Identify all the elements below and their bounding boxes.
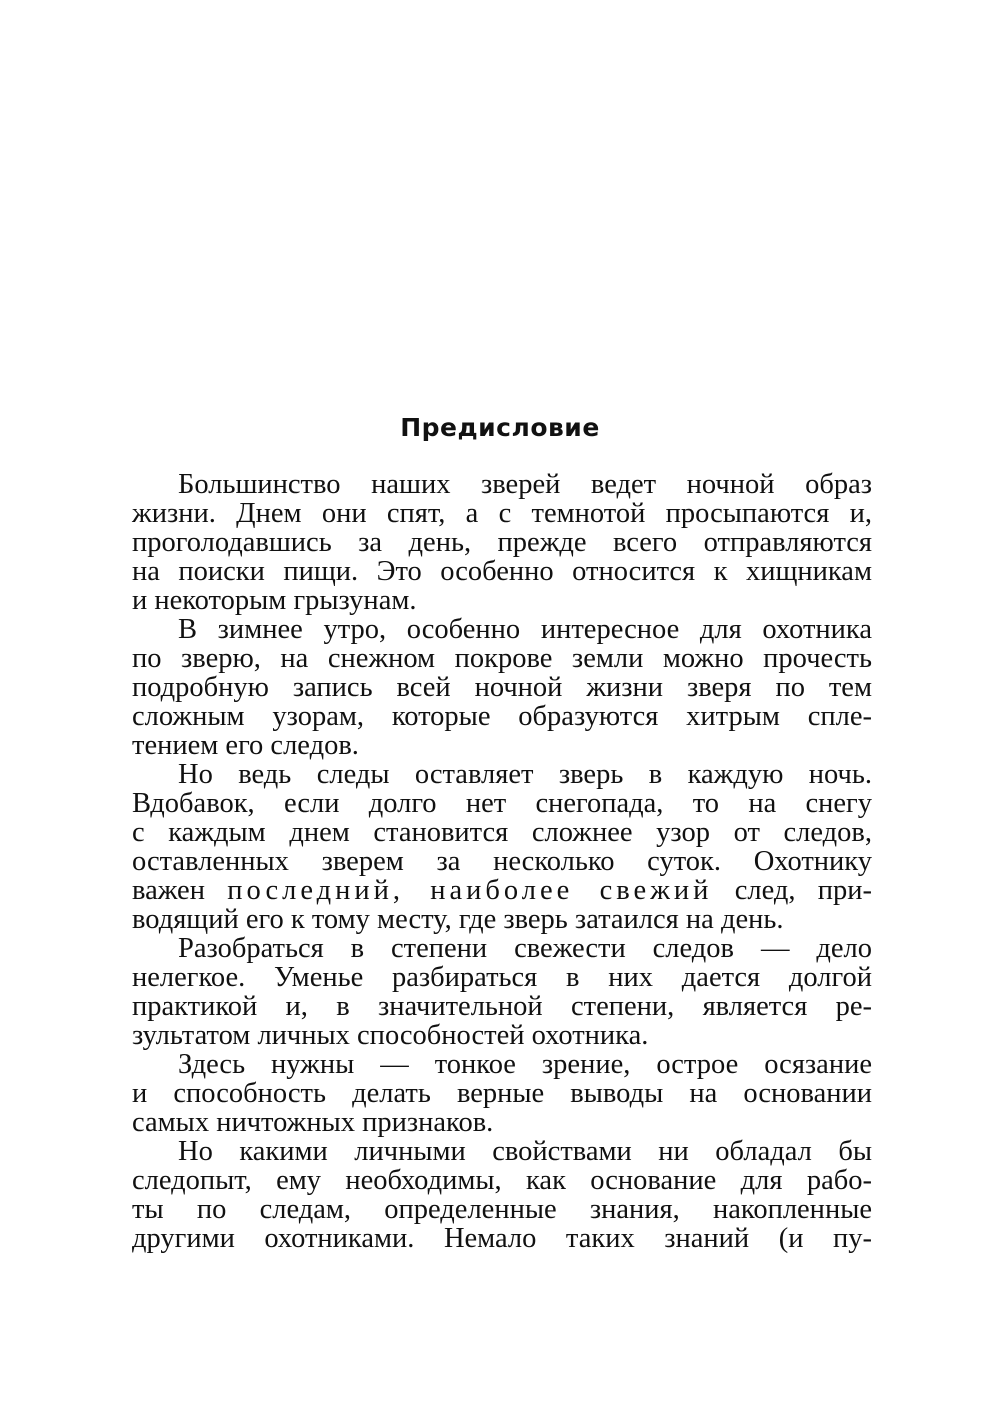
text-line: и способность делать верные выводы на основании [132,1078,872,1109]
text-line: ты по следам, определенные знания, накопленные [132,1194,872,1225]
text-line: зультатом личных способностей охотника. [132,1020,649,1051]
text-line: В зимнее утро, особенно интересное для охотника [178,614,872,645]
emphasized-text: последний, наиболее свежий [227,875,713,906]
text-line: тением его следов. [132,730,359,761]
text-line: Разобраться в степени свежести следов — дело [178,933,872,964]
text-line: сложным узорам, которые образуются хитрым спле- [132,701,872,732]
text-line: Но какими личными свойствами ни обладал бы [178,1136,872,1167]
text-line: практикой и, в значительной степени, является ре- [132,991,872,1022]
text-line: жизни. Днем они спят, а с темнотой просыпаются и, [132,498,872,529]
text-line: с каждым днем становится сложнее узор от следов, [132,817,872,848]
text-line: оставленных зверем за несколько суток. Охотнику [132,846,872,877]
text-line: проголодавшись за день, прежде всего отправляются [132,527,872,558]
text-line: подробную запись всей ночной жизни зверя по тем [132,672,872,703]
preface-text [132,470,872,1253]
text-line: Большинство наших зверей ведет ночной образ [178,469,872,500]
text-line: следопыт, ему необходимы, как основание для рабо- [132,1165,872,1196]
text-line: Здесь нужны — тонкое зрение, острое осязание [178,1049,872,1080]
text-segment: важен [132,875,205,906]
text-line: водящий его к тому месту, где зверь затаился на день. [132,904,784,935]
text-line: на поиски пищи. Это особенно относится к хищникам [132,556,872,587]
text-line: Вдобавок, если долго нет снегопада, то на снегу [132,788,872,819]
text-line: другими охотниками. Немало таких знаний (и пу- [132,1223,872,1254]
text-segment: след, при- [734,875,873,906]
text-line-emphasis [132,876,872,905]
page-title: Предисловие [400,413,600,442]
text-line: по зверю, на снежном покрове земли можно прочесть [132,643,872,674]
text-line: Но ведь следы оставляет зверь в каждую ночь. [178,759,872,790]
text-line: и некоторым грызунам. [132,585,417,616]
text-line: нелегкое. Уменье разбираться в них дается долгой [132,962,872,993]
text-line: самых ничтожных признаков. [132,1107,494,1138]
